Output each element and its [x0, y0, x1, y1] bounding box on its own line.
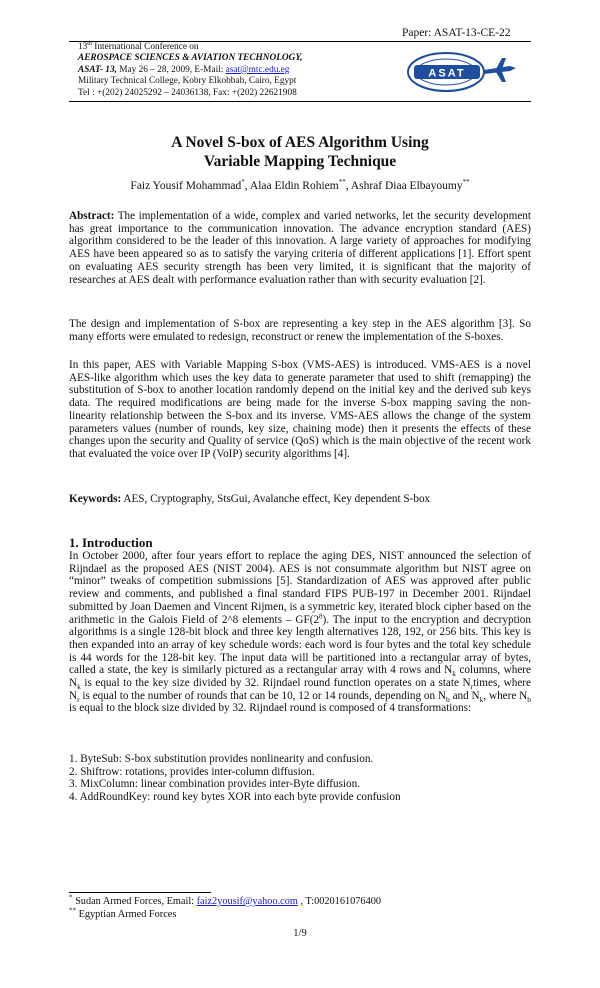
keywords-text: AES, Cryptography, StsGui, Avalanche effect, Key dependent S-box — [121, 493, 431, 505]
intro-text-8: , where N — [483, 689, 528, 702]
author-1-mark: * — [241, 178, 245, 187]
abstract-paragraph-3: In this paper, AES with Variable Mapping S-box (VMS-AES) is introduced. VMS-AES is a novel AES-like algorithm which uses the key data to generate parameter that used to shift (remapping) the substitution of S-box to another location randomly depend on the initial key and the derived sub keys data. The required modifications are being made for the inverse S-box mapping saving the non-linearity relationship between the S-box and its inverse. VMS-AES allows the change of the system parameters values (number of rounds, key size, chaining mode) then it presents the effects of these changes upon the security and Quality of service (QoS) which is the main objective of the recent work that evaluated the voice over IP (VoIP) security algorithms [4]. — [69, 359, 531, 460]
list-item: 1. ByteSub: S-box substitution provides nonlinearity and confusion. — [69, 753, 374, 765]
conference-line-3 — [78, 65, 408, 76]
conference-line-2: AEROSPACE SCIENCES & AVIATION TECHNOLOGY, — [78, 53, 303, 64]
intro-text-2: ). The input to the encryption and decryption algorithms is a single 128-bit block and three key length alternatives 128, 192, or 256 bits. This key is then expanded into an array of key schedule words: each word is four bytes and the total key schedule is 44 words for the 128-bit key. The input data will be partitioned into a rectangular array of bytes, called a state, the key is similarly pictured as a rectangular array with 4 rows and N — [69, 613, 531, 677]
intro-text-5: times, where N — [69, 677, 531, 702]
intro-subscript-5: b — [446, 694, 450, 704]
intro-text-7: and N — [449, 689, 480, 702]
author-2-mark: ** — [338, 178, 346, 187]
title-line-1: A Novel S-box of AES Algorithm Using — [171, 134, 429, 151]
intro-superscript: 8 — [319, 611, 323, 620]
author-list — [70, 180, 530, 192]
intro-subscript-1: k — [452, 669, 456, 679]
footnote-1-mark: * — [69, 893, 73, 902]
intro-subscript-3: r — [470, 682, 474, 692]
asat-logo — [400, 48, 518, 96]
paper-title — [70, 133, 530, 171]
header-bottom-rule — [69, 101, 531, 102]
footnote-2-mark: ** — [69, 906, 76, 915]
transformation-list — [69, 753, 401, 804]
list-item: 4. AddRoundKey: round key bytes XOR into each byte provide confusion — [69, 791, 401, 804]
section-heading-introduction: 1. Introduction — [69, 535, 153, 550]
logo-plane-wing-lower — [496, 72, 506, 82]
author-1: Faiz Yousif Mohammad — [130, 180, 242, 192]
author-3: , Ashraf Diaa Elbayoumy — [345, 180, 463, 192]
logo-text: ASAT — [428, 67, 466, 80]
conference-info — [78, 42, 408, 99]
footnote-2 — [69, 906, 381, 922]
conference-line-5: Tel : +(202) 24025292 – 24036138, Fax: +(202) 22621908 — [78, 87, 297, 98]
abstract-text-1: The implementation of a wide, complex and varied networks, let the security development has great importance to the communication innovation. The advance encryption standard (AES) algorithm considered to be the leader of this innovation. A large variety of approaches for modifying AES have been appeared so as to satisfy the varying criteria of different applications [1]. Effort spent on evaluating AES security strength has been very limited, it is significant that the majority of researches at AES dealt with performance evaluation rather than with security evaluation [2]. — [69, 210, 531, 286]
footnote-2-text: Egyptian Armed Forces — [76, 908, 177, 920]
abstract-paragraph-2: The design and implementation of S-box are representing a key step in the AES algorithm [3]. So many efforts were emulated to redesign, reconstruct or renew the implementation of the S-boxes. — [69, 318, 531, 343]
conference-number: 13 — [78, 42, 88, 52]
conference-number-suffix: th — [87, 40, 92, 47]
footnote-1-text: Sudan Armed Forces, Email: — [72, 896, 197, 907]
list-item: 3. MixColumn: linear combination provides inter-Byte diffusion. — [69, 778, 361, 791]
abstract-paragraph-1 — [69, 210, 531, 286]
author-3-mark: ** — [462, 178, 470, 187]
conference-email-link[interactable]: asat@mtc.edu.eg — [225, 64, 290, 75]
footnote-1 — [69, 893, 382, 909]
footnotes — [69, 893, 382, 921]
intro-text-3: columns, where N — [69, 664, 531, 690]
footnote-email-link[interactable]: faiz2yousif@yahoo.com — [196, 896, 298, 907]
intro-text-6: is equal to the number of rounds that can be 10, 12 or 14 rounds, depending on N — [79, 689, 447, 702]
conference-dates: May 26 – 28, 2009, E-Mail: — [116, 64, 226, 75]
list-item: 2. Shiftrow: rotations, provides inter-column diffusion. — [69, 765, 315, 778]
intro-text-9: is equal to the block size divided by 32. Rijndael round is composed of 4 transformations: — [69, 702, 472, 715]
keywords-label: Keywords: — [69, 493, 122, 505]
conference-acronym: ASAT- 13, — [78, 64, 117, 75]
intro-subscript-4: r — [77, 694, 80, 704]
page-number: 1/9 — [293, 928, 307, 939]
footnote-rule — [69, 892, 211, 893]
intro-subscript-6: k — [479, 694, 484, 704]
title-line-2: Variable Mapping Technique — [203, 153, 397, 170]
conference-line-1-text: International Conference on — [94, 42, 199, 52]
abstract-label: Abstract: — [69, 210, 115, 222]
keywords — [69, 493, 531, 506]
intro-subscript-7: b — [527, 694, 531, 704]
introduction-paragraph — [69, 550, 531, 715]
footnote-1-phone: , T:0020161076400 — [297, 896, 382, 907]
intro-text-1: In October 2000, after four years effort to replace the aging DES, NIST announced the selection of Rijndael as the proposed AES (NIST 2004). AES is not consummate algorithm but NIST agree on “minor” tweaks of competition submissions [5]. Standardization of AES was approved after public review and comments, and published a final standard FIPS PUB-197 in December 2001. Rijndael submitted by Joan Daemen and Vincent Rijmen, is a symmetric key, iterated block cipher based on the arithmetic in the Galois Field of 2^8 elements – GF(2 — [69, 550, 531, 626]
paper-id: Paper: ASAT-13-CE-22 — [402, 27, 511, 39]
author-2: , Alaa Eldin Rohiem — [244, 180, 339, 192]
conference-line-4: Military Technical College, Kobry Elkobbah, Cairo, Egypt — [78, 76, 297, 87]
intro-text-4: is equal to the key size divided by 32. Rijndael round function operates on a state N — [80, 677, 471, 690]
intro-subscript-2: k — [77, 682, 81, 692]
conference-line-1 — [78, 42, 408, 53]
